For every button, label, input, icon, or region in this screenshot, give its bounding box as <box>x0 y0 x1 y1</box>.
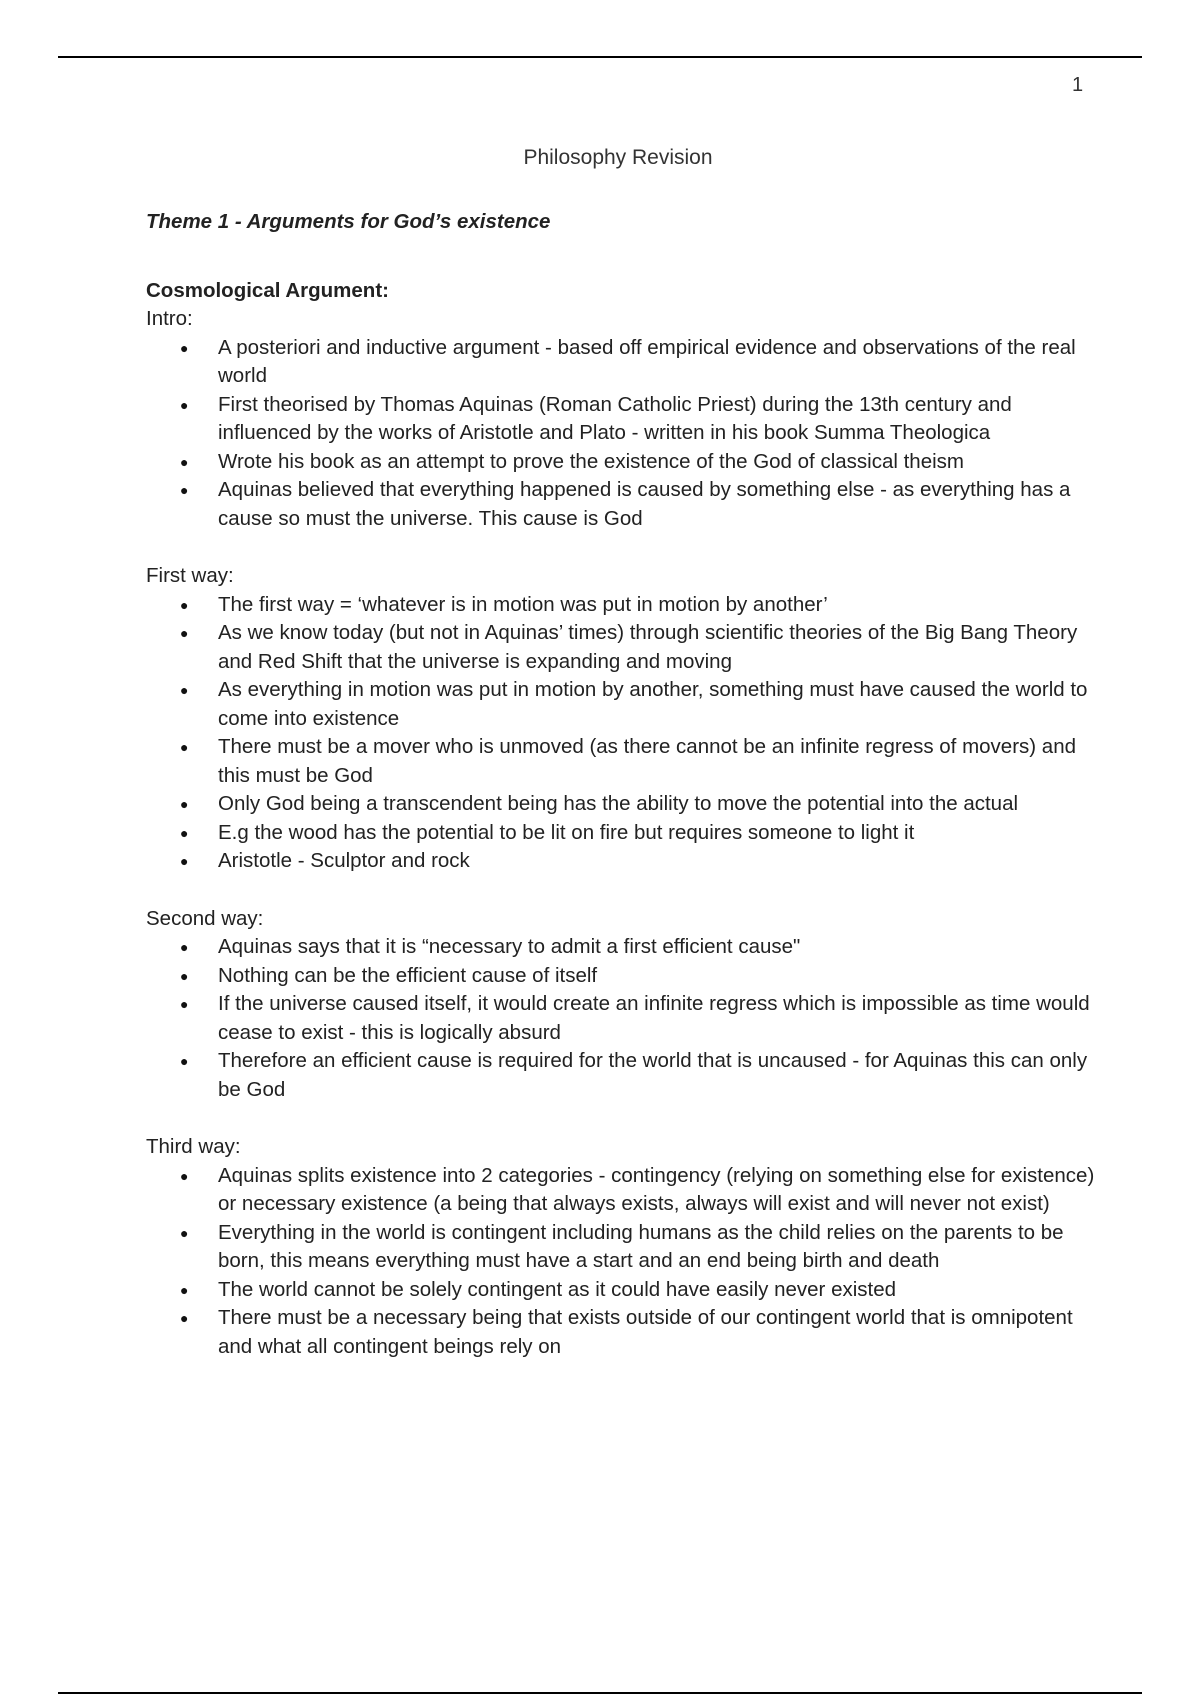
section-label-third-way: Third way: <box>146 1135 241 1158</box>
bullet-icon: ● <box>180 739 189 755</box>
bullet-icon: ● <box>180 1224 189 1241</box>
list-item: ● Only God being a transcendent being has the ability to move the potential into the actual <box>218 790 1096 819</box>
bullet-icon: ● <box>180 967 189 984</box>
bullet-icon: ● <box>180 996 189 1012</box>
bullet-icon: ● <box>180 396 189 413</box>
bullet-list-third-way <box>146 1162 1096 1362</box>
list-item: ● Nothing can be the efficient cause of itself <box>218 962 1096 991</box>
list-item: ● Everything in the world is contingent including humans as the child relies on the parents to be born, this means everything must have a start and an end being birth and death <box>180 1220 1064 1272</box>
list-item: ● There must be a mover who is unmoved (as there cannot be an infinite regress of movers) and this must be God <box>180 735 1077 787</box>
list-item: ● If the universe caused itself, it would create an infinite regress which is impossible as time would cease to exist - this is logically absurd <box>180 992 1090 1044</box>
bullet-icon: ● <box>180 824 189 841</box>
argument-heading: Cosmological Argument: <box>146 278 389 302</box>
theme-heading: Theme 1 - Arguments for God’s existence <box>146 210 551 233</box>
bullet-icon: ● <box>180 853 189 869</box>
bullet-icon: ● <box>180 482 189 498</box>
bullet-list-intro <box>146 334 1096 534</box>
bullet-icon: ● <box>180 682 189 698</box>
list-item: ● There must be a necessary being that exists outside of our contingent world that is omnipotent and what all contingent beings rely on <box>180 1306 1073 1358</box>
section-label-first-way: First way: <box>146 564 234 587</box>
section-label-second-way: Second way: <box>146 906 264 930</box>
document-body <box>146 208 1096 1361</box>
header-rule <box>58 56 1142 58</box>
list-item: ● E.g the wood has the potential to be lit on fire but requires someone to light it <box>218 819 1096 848</box>
list-item: ● A posteriori and inductive argument - based off empirical evidence and observations of the real world <box>180 335 1076 387</box>
list-item: ● Aquinas says that it is “necessary to admit a first efficient cause" <box>218 933 1096 962</box>
bullet-icon: ● <box>180 1281 189 1298</box>
bullet-icon: ● <box>180 625 189 641</box>
bullet-icon: ● <box>180 1167 189 1184</box>
list-item: ● Aristotle - Sculptor and rock <box>218 847 1096 876</box>
footer-rule <box>58 1692 1142 1694</box>
bullet-icon: ● <box>180 1310 189 1326</box>
list-item: ● Aquinas splits existence into 2 categories - contingency (relying on something else for existence) or necessary existence (a being that always exists, always will exist and will never not exist) <box>180 1163 1095 1215</box>
list-item: ● The world cannot be solely contingent as it could have easily never existed <box>218 1276 1096 1305</box>
bullet-icon: ● <box>180 453 189 470</box>
list-item: ● The first way = ‘whatever is in motion was put in motion by another’ <box>218 591 1096 620</box>
list-item: ● As everything in motion was put in motion by another, something must have caused the world to come into existence <box>180 678 1088 730</box>
bullet-icon: ● <box>180 339 189 356</box>
list-item: ● As we know today (but not in Aquinas’ times) through scientific theories of the Big Bang Theory and Red Shift that the universe is expanding and moving <box>180 621 1078 673</box>
list-item: ● Aquinas believed that everything happened is caused by something else - as everything has a cause so must the universe. This cause is God <box>180 478 1071 530</box>
bullet-icon: ● <box>180 1053 189 1069</box>
page-number: 1 <box>1072 74 1084 96</box>
bullet-icon: ● <box>180 939 189 955</box>
list-item: ● Wrote his book as an attempt to prove the existence of the God of classical theism <box>218 448 1096 477</box>
bullet-icon: ● <box>180 596 189 613</box>
bullet-list-first-way <box>146 591 1096 876</box>
document-title: Philosophy Revision <box>523 146 713 169</box>
list-item: ● Therefore an efficient cause is required for the world that is uncaused - for Aquinas this can only be God <box>180 1049 1088 1101</box>
bullet-list-second-way <box>146 933 1096 1104</box>
section-label-intro: Intro: <box>146 307 193 330</box>
list-item: ● First theorised by Thomas Aquinas (Roman Catholic Priest) during the 13th century and influenced by the works of Aristotle and Plato - written in his book Summa Theologica <box>180 392 1012 444</box>
bullet-icon: ● <box>180 796 189 812</box>
